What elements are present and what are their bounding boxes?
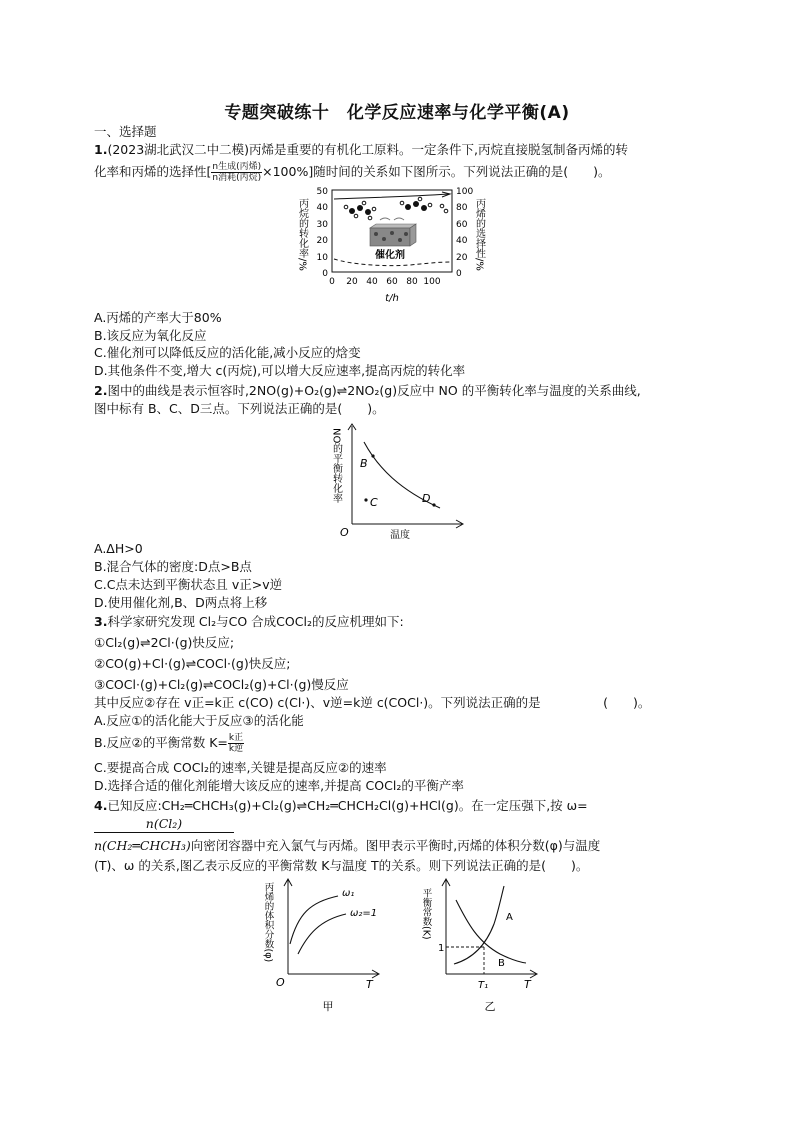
q4a-x-label: T: [366, 978, 373, 991]
q4-figure-a: [260, 874, 390, 1014]
q4-frac-num: n(Cl₂): [94, 816, 234, 833]
q4b-tick-y: 1: [438, 943, 445, 954]
q1-selectivity-fraction: [211, 162, 262, 183]
q1-right-y-label: 丙烯的选择性/%: [473, 198, 485, 271]
q1-catalyst-label: 催化剂: [375, 250, 405, 261]
q4-stem3: (T)、ω 的关系,图乙表示反应的平衡常数 K与温度 T的关系。则下列说法正确的是( )。: [94, 858, 589, 873]
q4-stem2: 向密闭容器中充入氯气与丙烯。图甲表示平衡时,丙烯的体积分数(φ)与温度: [190, 838, 601, 853]
q2-point-c-marker: [364, 498, 367, 501]
q1-left-tick-0: 0: [322, 269, 328, 279]
q1-right-tick-80: 80: [456, 203, 468, 213]
q2-x-label: 温度: [390, 530, 410, 541]
q1-frac-den: n消耗(丙烷): [212, 173, 262, 183]
q4a-y-label: 丙烯的体积分数(φ): [262, 882, 274, 963]
propene-molecule-icon: [400, 197, 448, 213]
q1-option-c: C.催化剂可以降低反应的活化能,减小反应的焓变: [94, 345, 361, 360]
q2-point-b-marker: [371, 454, 374, 457]
q4b-x-label: T: [524, 978, 531, 991]
q1-stem-line2: [94, 162, 704, 183]
q4b-curve-b-label: B: [498, 958, 505, 969]
q3-stem: 科学家研究发现 Cl₂与CO 合成COCl₂的反应机理如下:: [107, 614, 404, 629]
q3-option-a: A.反应①的活化能大于反应③的活化能: [94, 713, 304, 728]
q1-right-tick-0: 0: [456, 269, 462, 279]
q1-x-tick-20: 20: [346, 277, 358, 287]
catalyst-block-icon: [370, 218, 416, 246]
q2-point-c: C: [370, 496, 378, 509]
q3-stem2: 其中反应②存在 v正=k正 c(CO) c(Cl·)、v逆=k逆 c(COCl·)。下列说法正确的是 ( )。: [94, 695, 651, 710]
q2-stem1: 图中的曲线是表示恒容时,2NO(g)+O₂(g)⇌2NO₂(g)反应中 NO 的平衡转化率与温度的关系曲线,: [107, 383, 641, 398]
q4b-tick-x: T₁: [478, 980, 489, 991]
q2-number: 2.: [94, 383, 108, 398]
q1-option-a: A.丙烯的产率大于80%: [94, 310, 222, 325]
q1-x-tick-0: 0: [329, 277, 335, 287]
q1-right-tick-20: 20: [456, 253, 468, 263]
q4a-omega2-label: ω₂=1: [350, 908, 378, 919]
q4-stem-line1: [94, 798, 704, 814]
q1-left-tick-10: 10: [316, 253, 328, 263]
q1-figure: [290, 184, 490, 312]
q1-x-tick-100: 100: [423, 277, 441, 287]
q4b-caption: 乙: [484, 1000, 496, 1013]
q1-option-d: D.其他条件不变,增大 c(丙烷),可以增大反应速率,提高丙烷的转化率: [94, 363, 466, 378]
q1-stem2a: 化率和丙烯的选择性[: [94, 164, 212, 179]
q1-left-tick-30: 30: [316, 220, 328, 230]
q2-stem-line1: [94, 383, 704, 399]
q2-y-label: NO的平衡转化率: [330, 428, 342, 504]
propane-molecule-icon: [344, 201, 376, 220]
q4-stem-line2: [94, 838, 704, 854]
q3-option-d: D.选择合适的催化剂能增大该反应的速率,并提高 COCl₂的平衡产率: [94, 778, 464, 793]
q1-left-tick-20: 20: [316, 236, 328, 246]
q3-option-c: C.要提高合成 COCl₂的速率,关键是提高反应②的速率: [94, 760, 387, 775]
q1-frac-num: n生成(丙烯): [212, 162, 262, 172]
q4a-omega1-label: ω₁: [342, 888, 355, 899]
q1-left-tick-50: 50: [316, 187, 328, 197]
q3-k-fraction: [228, 733, 244, 754]
q2-option-d: D.使用催化剂,B、D两点将上移: [94, 595, 268, 610]
q3-number: 3.: [94, 614, 108, 629]
q4b-y-label: 平衡常数(K): [420, 888, 432, 940]
q2-option-a: A.ΔH>0: [94, 541, 143, 556]
q1-stem1: (2023湖北武汉二中二模)丙烯是重要的有机化工原料。一定条件下,丙烷直接脱氢制备丙烯的转: [107, 142, 628, 157]
q3-option-b-prefix: B.反应②的平衡常数 K=: [94, 735, 228, 750]
q2-figure: [330, 420, 470, 542]
q3-step-1: ①Cl₂(g)⇌2Cl·(g)快反应;: [94, 635, 235, 650]
q2-point-d: D: [422, 492, 431, 505]
q4-number: 4.: [94, 798, 108, 813]
q1-stem-line1: [94, 142, 704, 158]
q1-x-tick-60: 60: [386, 277, 398, 287]
q3-step-3: ③COCl·(g)+Cl₂(g)⇌COCl₂(g)+Cl·(g)慢反应: [94, 677, 349, 692]
q2-stem2: 图中标有 B、C、D三点。下列说法正确的是( )。: [94, 401, 385, 416]
q4a-origin: O: [276, 976, 285, 989]
q3-k-num: k正: [228, 733, 244, 743]
q1-number: 1.: [94, 142, 108, 157]
q1-left-y-label: 丙烷的转化率/%: [296, 198, 308, 271]
q3-k-den: k逆: [228, 744, 244, 754]
q4-figure-b: [418, 874, 548, 1014]
q1-x-tick-80: 80: [406, 277, 418, 287]
q3-option-b-line: [94, 733, 704, 754]
q1-x-tick-40: 40: [366, 277, 378, 287]
q1-right-tick-100: 100: [456, 187, 474, 197]
q4-omega-fraction: [94, 816, 234, 833]
q4a-caption: 甲: [322, 1000, 334, 1013]
q1-option-b: B.该反应为氧化反应: [94, 328, 207, 343]
section-heading: 一、选择题: [94, 124, 157, 139]
q4a-curve-omega2: [298, 914, 346, 954]
q1-stem2b: ×100%]随时间的关系如下图所示。下列说法正确的是( )。: [262, 164, 611, 179]
q4b-curve-a-label: A: [506, 912, 513, 923]
q1-selectivity-curve: [334, 194, 450, 199]
q1-right-tick-40: 40: [456, 236, 468, 246]
q3-step-2: ②CO(g)+Cl·(g)⇌COCl·(g)快反应;: [94, 656, 291, 671]
q2-option-b: B.混合气体的密度:D点>B点: [94, 559, 252, 574]
q4-stem1: 已知反应:CH₂═CHCH₃(g)+Cl₂(g)⇌CH₂═CHCH₂Cl(g)+HCl(g)。在一定压强下,按 ω=: [107, 798, 588, 813]
q3-stem-line1: [94, 614, 704, 630]
q4-frac-den: n(CH₂═CHCH₃): [94, 838, 191, 853]
q1-right-tick-60: 60: [456, 220, 468, 230]
q4a-curve-omega1: [290, 896, 338, 944]
page-title: 专题突破练十 化学反应速率与化学平衡(A): [224, 103, 570, 123]
q2-origin: O: [340, 526, 349, 539]
q2-point-d-marker: [432, 503, 435, 506]
q2-option-c: C.C点未达到平衡状态且 v正>v逆: [94, 577, 283, 592]
q2-point-b: B: [360, 457, 368, 470]
q1-left-tick-40: 40: [316, 203, 328, 213]
q1-x-label: t/h: [385, 293, 399, 304]
